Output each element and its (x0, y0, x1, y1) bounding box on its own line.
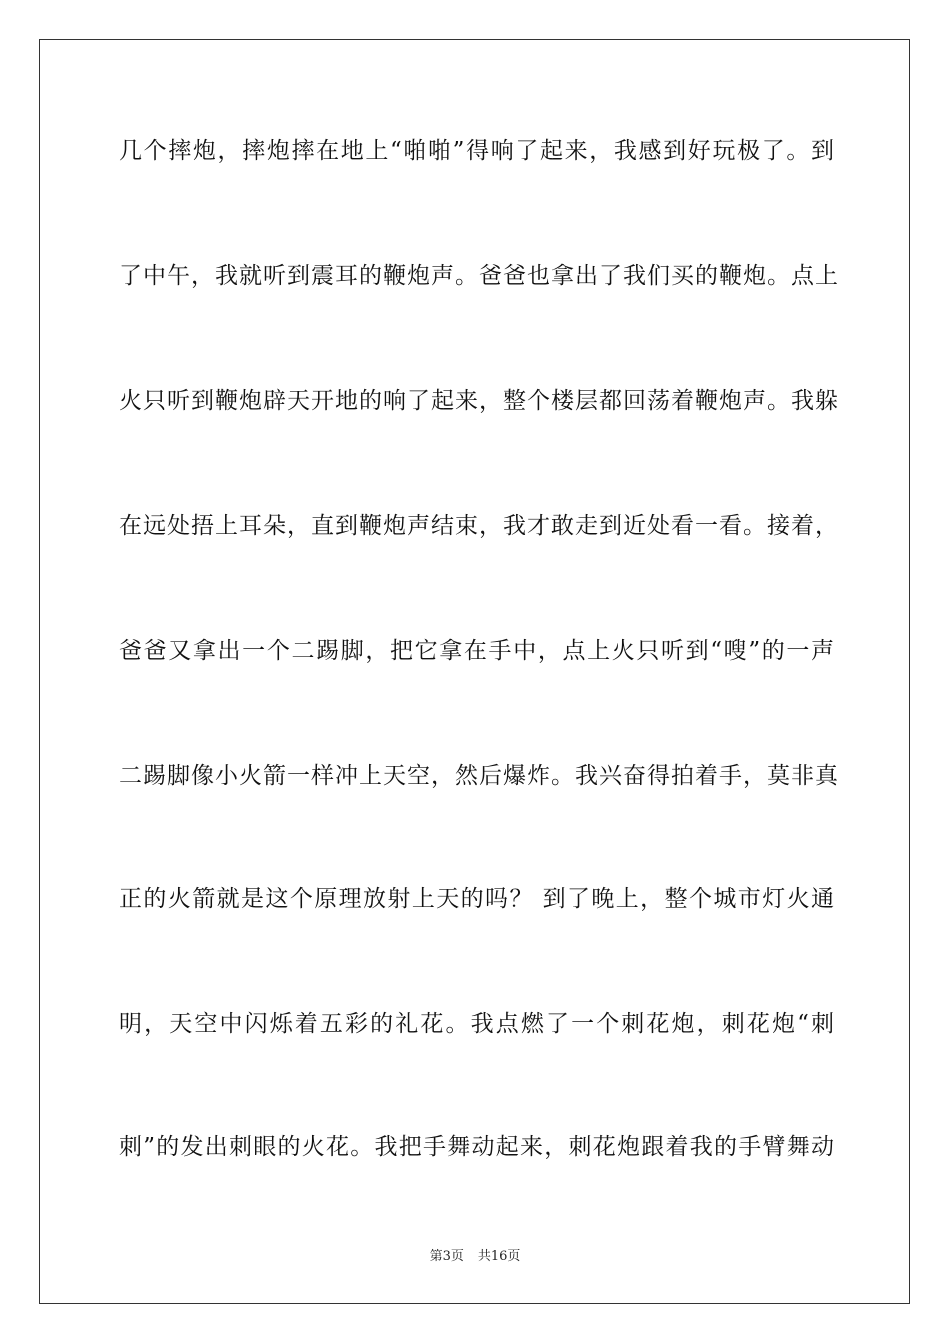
text-line: 了中午，我就听到震耳的鞭炮声。爸爸也拿出了我们买的鞭炮。点上 (119, 263, 839, 289)
page-number: 第3页 (429, 1249, 464, 1264)
page-total: 共16页 (477, 1249, 521, 1264)
text-line: 几个摔炮，摔炮摔在地上“啪啪”得响了起来，我感到好玩极了。到 (119, 138, 835, 164)
text-line: 二踢脚像小火箭一样冲上天空，然后爆炸。我兴奋得拍着手，莫非真 (119, 763, 839, 789)
text-line: 明，天空中闪烁着五彩的礼花。我点燃了一个刺花炮，刺花炮“刺 (119, 1011, 835, 1037)
text-line: 正的火箭就是这个原理放射上天的吗？ 到了晚上，整个城市灯火通 (119, 886, 835, 912)
page-border (39, 39, 910, 1304)
text-line: 火只听到鞭炮辟天开地的响了起来，整个楼层都回荡着鞭炮声。我躲 (119, 388, 839, 414)
text-line: 刺”的发出刺眼的火花。我把手舞动起来，刺花炮跟着我的手臂舞动 (119, 1134, 835, 1160)
page-footer (0, 1245, 950, 1264)
text-line: 在远处捂上耳朵，直到鞭炮声结束，我才敢走到近处看一看。接着， (119, 513, 839, 539)
text-line: 爸爸又拿出一个二踢脚，把它拿在手中，点上火只听到“嗖”的一声 (119, 638, 835, 664)
